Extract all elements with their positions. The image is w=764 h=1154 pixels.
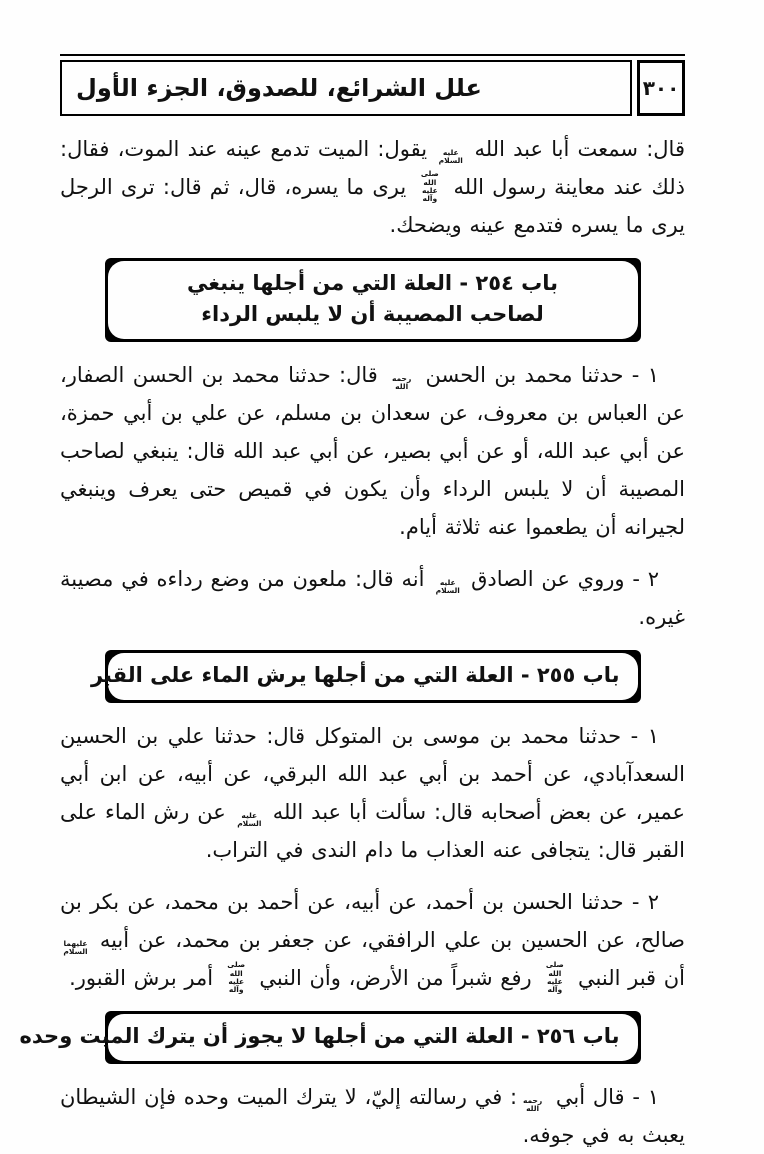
honorific-mark: عليه السلام [435,577,460,595]
chapter-heading-line: باب ٢٥٤ - العلة التي من أجلها ينبغي [186,271,559,295]
hadith-paragraph [60,717,685,869]
text-run: يرى ما يسره، قال، ثم قال: ترى الرجل يرى ما يسره فتدمع عينه ويضحك. [60,175,685,237]
text-run: أن قبر النبي [570,966,685,990]
text-run: رفع شبراً من الأرض، وأن النبي [251,966,540,990]
text-run: ٢ - حدثنا الحسن بن أحمد، عن أبيه، عن أحمد بن محمد، عن بكر بن صالح، عن الحسين بن علي الرافقي، عن جعفر بن محمد، عن أبيه [60,890,685,952]
chapter-heading-box [105,258,641,342]
text-run: أنه قال: ملعون من وضع رداءه في مصيبة غيره. [60,567,685,629]
chapter-heading-line: لصاحب المصيبة أن لا يلبس الرداء [201,302,544,326]
honorific-mark: رحمه الله [522,1095,543,1113]
honorific-mark: صلى الله عليه وآله [227,960,246,994]
text-run: قال: حدثنا محمد بن الحسن الصفار، عن العباس بن معروف، عن سعدان بن مسلم، عن علي بن أبي حمزة، عن أبي عبد الله، أو عن أبي بصير، عن أبي عبد الله قال: ينبغي لصاحب المصيبة أن لا يلبس الرداء وأن يكون في قميص حتى يعرف وينبغي لجيرانه أن يطعموا عنه ثلاثة أيام. [60,363,685,539]
text-run: قال: سمعت أبا عبد الله [466,137,685,161]
text-run: ٢ - وروي عن الصادق [463,567,660,591]
text-run: : في رسالته إليّ، لا يترك الميت وحده فإن الشيطان يعبث به في جوفه. [60,1085,685,1147]
page-number: ٣٠٠ [637,60,685,116]
hadith-paragraph [60,1078,685,1154]
text-run: ١ - قال أبي [548,1085,659,1109]
chapter-heading-line: باب ٢٥٦ - العلة التي من أجلها لا يجوز أن يترك الميت وحده [19,1024,620,1048]
chapter-heading-panel [90,653,638,700]
text-run: ١ - حدثنا محمد بن موسى بن المتوكل قال: حدثنا علي بن الحسين السعدآبادي، عن أحمد بن أبي عبد الله البرقي، عن أبيه، عن ابن أبي عمير، عن بعض أصحابه قال: سألت أبا عبد الله [60,724,685,824]
text-run: يقول: الميت تدمع عينه عند الموت، فقال: ذلك عند معاينة رسول الله [60,137,685,199]
hadith-paragraph [60,356,685,546]
running-header [60,60,685,116]
text-run: أمر برش القبور. [69,966,221,990]
book-title: علل الشرائع، للصدوق، الجزء الأول [76,74,482,102]
chapter-heading-box [90,650,641,703]
hadith-paragraph [60,130,685,244]
honorific-mark: صلى الله عليه وآله [420,169,439,203]
text-run: عن رش الماء على القبر قال: يتجافى عنه العذاب ما دام الندى في التراب. [60,800,685,862]
text-run: ١ - حدثنا محمد بن الحسن [417,363,659,387]
honorific-mark: عليهما السلام [63,938,88,956]
chapter-heading-box [19,1011,641,1064]
chapter-heading-panel [19,1014,638,1061]
chapter-heading-panel [108,261,638,339]
honorific-mark: صلى الله عليه وآله [545,960,564,994]
page-body [19,130,685,1154]
honorific-mark: عليه السلام [438,147,463,165]
hadith-paragraph [60,560,685,636]
running-title-box [60,60,632,116]
honorific-mark: عليه السلام [237,810,262,828]
hadith-paragraph [60,883,685,997]
chapter-heading-line: باب ٢٥٥ - العلة التي من أجلها يرش الماء على القبر [90,663,620,687]
honorific-mark: رحمه الله [391,373,412,391]
